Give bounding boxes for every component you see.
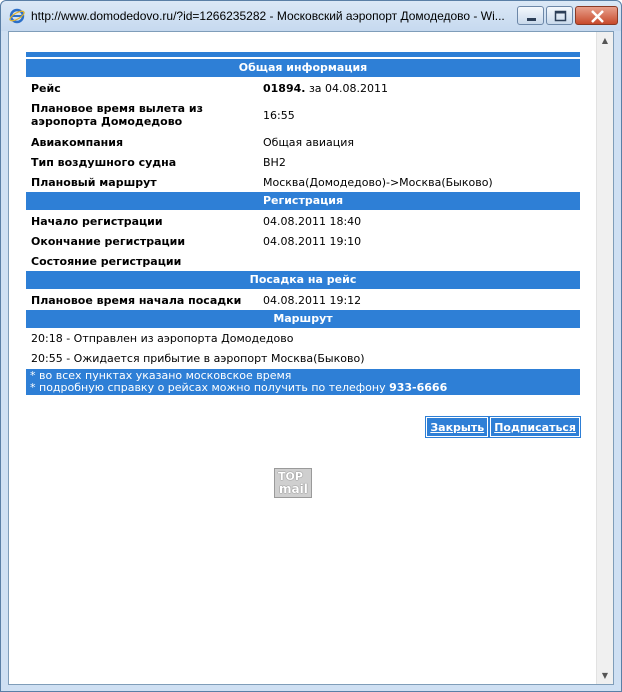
flight-date: за 04.08.2011 [305, 81, 389, 95]
scroll-up-arrow-icon[interactable]: ▲ [601, 36, 609, 45]
flight-info-panel [26, 52, 580, 437]
note-phone [30, 382, 576, 394]
note-phone-text: * подробную справку о рейсах можно получить по телефону [30, 381, 390, 394]
maximize-button[interactable] [546, 6, 573, 25]
ie-icon [9, 8, 25, 24]
boarding-start-value: 04.08.2011 19:12 [263, 293, 362, 307]
registration-status-row [26, 251, 580, 271]
phone-number: 933-6666 [389, 381, 448, 394]
registration-end-label: Окончание регистрации [31, 234, 186, 248]
flight-value [263, 82, 580, 95]
action-bar [26, 417, 580, 437]
registration-status-label: Состояние регистрации [31, 254, 182, 268]
planned-route-label: Плановый маршрут [31, 175, 157, 189]
flight-number: 01894. [263, 81, 306, 95]
aircraft-label: Тип воздушного судна [31, 155, 177, 169]
departure-value: 16:55 [263, 108, 295, 122]
close-window-button[interactable] [575, 6, 618, 25]
minimize-icon [518, 7, 545, 26]
counter-top-text: TOP [278, 470, 303, 483]
note-timezone: * во всех пунктах указано московское время [30, 369, 292, 382]
section-route: Маршрут [26, 310, 580, 328]
subscribe-button[interactable]: Подписаться [490, 417, 580, 437]
section-general: Общая информация [26, 59, 580, 77]
minimize-button[interactable] [517, 6, 544, 25]
title-bar [1, 1, 621, 31]
airline-row [26, 132, 580, 152]
window-title: http://www.domodedovo.ru/?id=1266235282 - Московский аэропорт Домодедово - Wi... [31, 9, 505, 23]
top-mail-counter-logo[interactable] [274, 468, 312, 498]
route-item: 20:55 - Ожидается прибытие в аэропорт Москва(Быково) [31, 352, 365, 365]
section-boarding: Посадка на рейс [26, 271, 580, 289]
registration-start-label: Начало регистрации [31, 214, 163, 228]
registration-start-row [26, 211, 580, 231]
section-registration: Регистрация [26, 192, 580, 210]
vertical-scrollbar[interactable] [596, 32, 613, 684]
planned-route-row [26, 172, 580, 192]
boarding-start-label: Плановое время начала посадки [31, 293, 242, 307]
aircraft-value: ВН2 [263, 155, 286, 169]
top-divider [26, 52, 580, 57]
counter-bottom-text: mail [279, 482, 308, 496]
departure-row [26, 98, 580, 132]
airline-value: Общая авиация [263, 135, 355, 149]
page-viewport [8, 31, 614, 685]
close-icon [576, 7, 619, 26]
planned-route-value: Москва(Домодедово)->Москва(Быково) [263, 175, 493, 189]
aircraft-row [26, 152, 580, 172]
registration-end-value: 04.08.2011 19:10 [263, 234, 362, 248]
flight-label: Рейс [31, 81, 61, 95]
flight-row [26, 78, 580, 98]
route-item: 20:18 - Отправлен из аэропорта Домодедово [31, 332, 294, 345]
scroll-down-arrow-icon[interactable]: ▼ [601, 671, 609, 680]
registration-start-value: 04.08.2011 18:40 [263, 214, 362, 228]
boarding-start-row [26, 290, 580, 310]
airline-label: Авиакомпания [31, 135, 124, 149]
close-button[interactable]: Закрыть [426, 417, 488, 437]
departure-label: Плановое время вылета из аэропорта Домодедово [31, 102, 203, 128]
maximize-icon [547, 7, 574, 26]
registration-end-row [26, 231, 580, 251]
notes-box [26, 369, 580, 395]
